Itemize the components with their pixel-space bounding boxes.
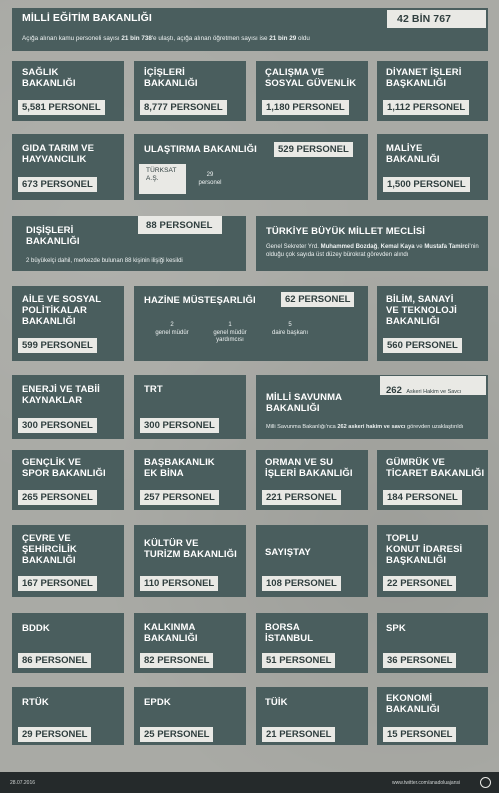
card-diyanet-count: 1,112 PERSONEL (383, 100, 469, 115)
hazine-item-0: 2 genel müdür (155, 322, 189, 336)
card-ulastirma-count: 529 PERSONEL (274, 142, 353, 157)
card-tbmm-name: TÜRKİYE BÜYÜK MİLLET MECLİSİ (266, 226, 426, 237)
card-gida-name: GIDA TARIM VE HAYVANCILIK (22, 143, 95, 165)
card-trt-name: TRT (144, 384, 163, 395)
hazine-item-2: 5 daire başkanı (271, 322, 309, 336)
turksat-count: 29 personel (198, 172, 222, 186)
turksat-name: TÜRKSAT A.Ş. (146, 167, 177, 182)
card-disisleri-note: 2 büyükelçi dahil, merkezde bulunan 88 kişinin ilişiği kesildi (26, 258, 183, 264)
card-aile-name: AİLE VE SOSYAL POLİTİKALAR BAKANLIĞI (22, 294, 102, 327)
card-bilim-count: 560 PERSONEL (383, 338, 462, 353)
card-ulastirma-name: ULAŞTIRMA BAKANLIĞI (144, 144, 257, 155)
card-bilim-name: BİLİM, SANAYİ VE TEKNOLOJİ BAKANLIĞI (386, 294, 457, 327)
card-sayistay-count: 108 PERSONEL (262, 576, 341, 591)
header-title: MİLLİ EĞİTİM BAKANLIĞI (22, 12, 152, 24)
card-ekonomi-count: 15 PERSONEL (383, 727, 456, 742)
card-sayistay-name: SAYIŞTAY (265, 547, 311, 558)
card-toplu-name: TOPLU KONUT İDARESİ BAŞKANLIĞI (386, 533, 463, 566)
card-orman-name: ORMAN VE SU İŞLERİ BAKANLIĞI (265, 457, 353, 479)
footer (0, 772, 499, 793)
card-kultur-count: 110 PERSONEL (140, 576, 218, 591)
footer-date: 28.07.2016 (10, 780, 36, 786)
card-ekonomi-name: EKONOMİ BAKANLIĞI (386, 693, 440, 715)
card-tuik-name: TÜİK (265, 697, 288, 708)
card-maliye-count: 1,500 PERSONEL (383, 177, 470, 192)
card-disisleri-count: 88 PERSONEL (146, 220, 213, 231)
card-maliye-name: MALİYE BAKANLIĞI (386, 143, 440, 165)
card-tbmm-note: Genel Sekreter Yrd. Muhammed Bozdağ, Kemal Kaya ve Mustafa Tamirci'nin olduğu çok sayıda üst düzey bürokrat görevden alındı (266, 244, 479, 258)
hazine-item-1: 1 genel müdür yardımcısı (213, 322, 247, 343)
card-savunma-count: 262 Askeri Hakim ve Savcı (386, 385, 462, 396)
card-gumruk-name: GÜMRÜK VE TİCARET BAKANLIĞI (386, 457, 485, 479)
card-toplu-count: 22 PERSONEL (383, 576, 456, 591)
card-savunma-note: Milli Savunma Bakanlığı'nca 262 askeri hakim ve savcı görevden uzaklaştırıldı (266, 424, 464, 430)
card-genclik-name: GENÇLİK VE SPOR BAKANLIĞI (22, 457, 106, 479)
card-gumruk-count: 184 PERSONEL (383, 490, 462, 505)
card-enerji-name: ENERJİ VE TABİİ KAYNAKLAR (22, 384, 100, 406)
card-savunma-name: MİLLİ SAVUNMA BAKANLIĞI (266, 392, 343, 414)
card-hazine-count: 62 PERSONEL (281, 292, 354, 307)
card-calisma-name: ÇALIŞMA VE SOSYAL GÜVENLİK (265, 67, 357, 89)
card-diyanet-name: DİYANET İŞLERİ BAŞKANLIĞI (386, 67, 462, 89)
card-trt-count: 300 PERSONEL (140, 418, 219, 433)
card-rtuk-count: 29 PERSONEL (18, 727, 91, 742)
card-kultur-name: KÜLTÜR VE TURİZM BAKANLIĞI (144, 538, 237, 560)
card-borsa-count: 51 PERSONEL (262, 653, 335, 668)
card-gida-count: 673 PERSONEL (18, 177, 97, 192)
card-basbakanlik-count: 257 PERSONEL (140, 490, 219, 505)
aa-logo-icon (480, 777, 491, 788)
card-epdk-name: EPDK (144, 697, 171, 708)
card-rtuk-name: RTÜK (22, 697, 49, 708)
card-enerji-count: 300 PERSONEL (18, 418, 97, 433)
card-aile-count: 599 PERSONEL (18, 338, 97, 353)
card-borsa-name: BORSA İSTANBUL (265, 622, 314, 644)
card-disisleri-name: DIŞİŞLERİ BAKANLIĞI (26, 225, 80, 247)
card-bddk-count: 86 PERSONEL (18, 653, 91, 668)
card-icisleri-count: 8,777 PERSONEL (140, 100, 227, 115)
card-cevre-name: ÇEVRE VE ŞEHİRCİLİK BAKANLIĞI (22, 533, 77, 566)
card-calisma-count: 1,180 PERSONEL (262, 100, 349, 115)
card-spk-name: SPK (386, 623, 406, 634)
card-hazine-name: HAZİNE MÜSTEŞARLIĞI (144, 295, 256, 306)
header-subtitle: Açığa alınan kamu personeli sayısı 21 bin 738'e ulaştı, açığa alınan öğretmen sayısı ise 21 bin 29 oldu (22, 35, 310, 42)
card-icisleri-name: İÇİŞLERİ BAKANLIĞI (144, 67, 198, 89)
card-basbakanlik-name: BAŞBAKANLIK EK BİNA (144, 457, 215, 479)
card-spk-count: 36 PERSONEL (383, 653, 456, 668)
card-saglik-count: 5,581 PERSONEL (18, 100, 105, 115)
card-kalkinma-count: 82 PERSONEL (140, 653, 213, 668)
card-bddk-name: BDDK (22, 623, 50, 634)
card-cevre-count: 167 PERSONEL (18, 576, 97, 591)
card-genclik-count: 265 PERSONEL (18, 490, 97, 505)
card-tuik-count: 21 PERSONEL (262, 727, 335, 742)
footer-url[interactable]: www.twitter.com/anadoluajansi (392, 780, 461, 786)
card-orman-count: 221 PERSONEL (262, 490, 341, 505)
card-epdk-count: 25 PERSONEL (140, 727, 213, 742)
card-kalkinma-name: KALKINMA BAKANLIĞI (144, 622, 198, 644)
card-saglik-name: SAĞLIK BAKANLIĞI (22, 67, 76, 89)
header-total: 42 BİN 767 (397, 13, 452, 25)
